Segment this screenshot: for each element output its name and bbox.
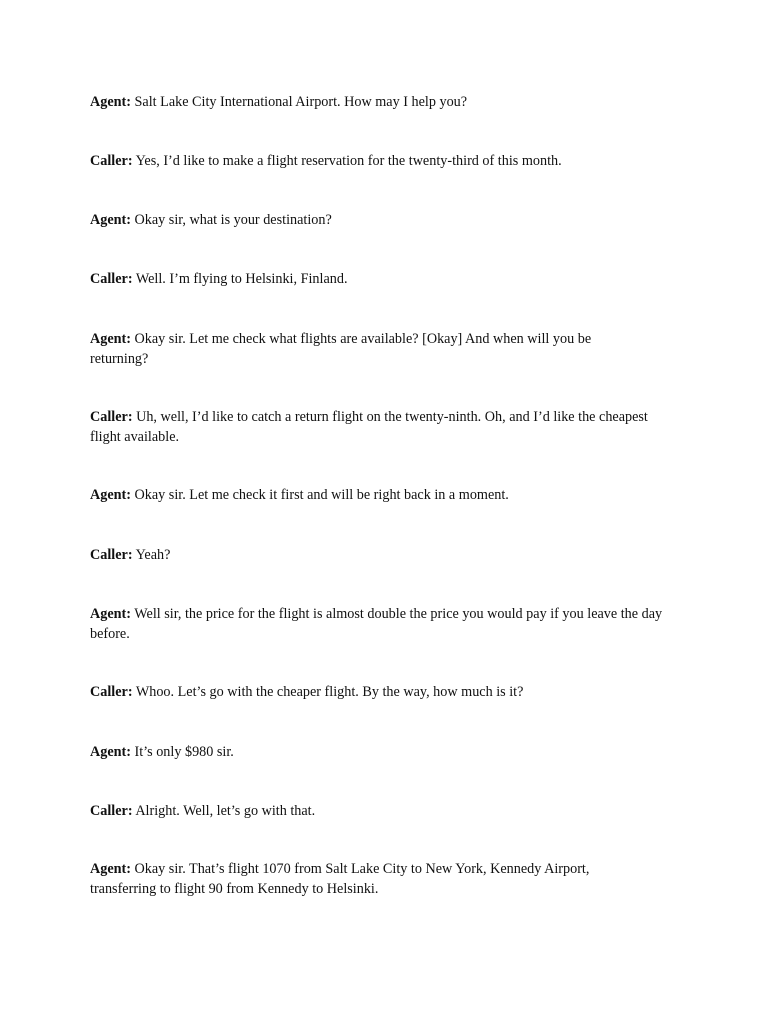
dialogue-turn [90,211,690,231]
dialogue-text: Well. I’m flying to Helsinki, Finland. [135,271,348,287]
dialogue-turn [90,270,690,290]
speaker-label: Caller: [90,803,133,819]
dialogue-turn [90,330,650,369]
dialogue-text: Okay sir. Let me check it first and will be right back in a moment. [134,487,509,503]
dialogue-text: Well sir, the price for the flight is almost double the price you would pay if you leave the day before. [90,606,663,642]
speaker-label: Agent: [90,487,131,503]
dialogue-text: It’s only $980 sir. [134,744,234,760]
speaker-label: Caller: [90,409,133,425]
dialogue-text: Okay sir. That’s flight 1070 from Salt Lake City to New York, Kennedy Airport, transferring to flight 90 from Kennedy to Helsinki. [90,861,590,897]
dialogue-text: Uh, well, I’d like to catch a return flight on the twenty-ninth. Oh, and I’d like the cheapest flight available. [90,409,648,445]
speaker-label: Caller: [90,153,133,169]
dialogue-text: Alright. Well, let’s go with that. [135,803,316,819]
dialogue-text: Whoo. Let’s go with the cheaper flight. By the way, how much is it? [135,684,524,700]
dialogue-turn [90,486,690,506]
dialogue-turn [90,683,690,703]
speaker-label: Agent: [90,606,131,622]
dialogue-text: Okay sir, what is your destination? [134,212,332,228]
dialogue-text: Salt Lake City International Airport. How may I help you? [134,94,468,110]
speaker-label: Caller: [90,271,133,287]
speaker-label: Agent: [90,94,131,110]
dialogue-text: Yeah? [135,547,171,563]
speaker-label: Agent: [90,331,131,347]
dialogue-turn [90,408,650,447]
dialogue-turn [90,860,650,899]
dialogue-turn [90,152,690,172]
dialogue-text: Okay sir. Let me check what flights are available? [Okay] And when will you be returning? [90,331,592,367]
speaker-label: Agent: [90,744,131,760]
dialogue-turn [90,93,690,113]
speaker-label: Agent: [90,861,131,877]
dialogue-turn [90,802,690,822]
speaker-label: Agent: [90,212,131,228]
dialogue-turn [90,743,690,763]
dialogue-turn [90,546,690,566]
dialogue-turn [90,605,690,644]
speaker-label: Caller: [90,547,133,563]
dialogue-text: Yes, I’d like to make a flight reservation for the twenty-third of this month. [135,153,562,169]
speaker-label: Caller: [90,684,133,700]
